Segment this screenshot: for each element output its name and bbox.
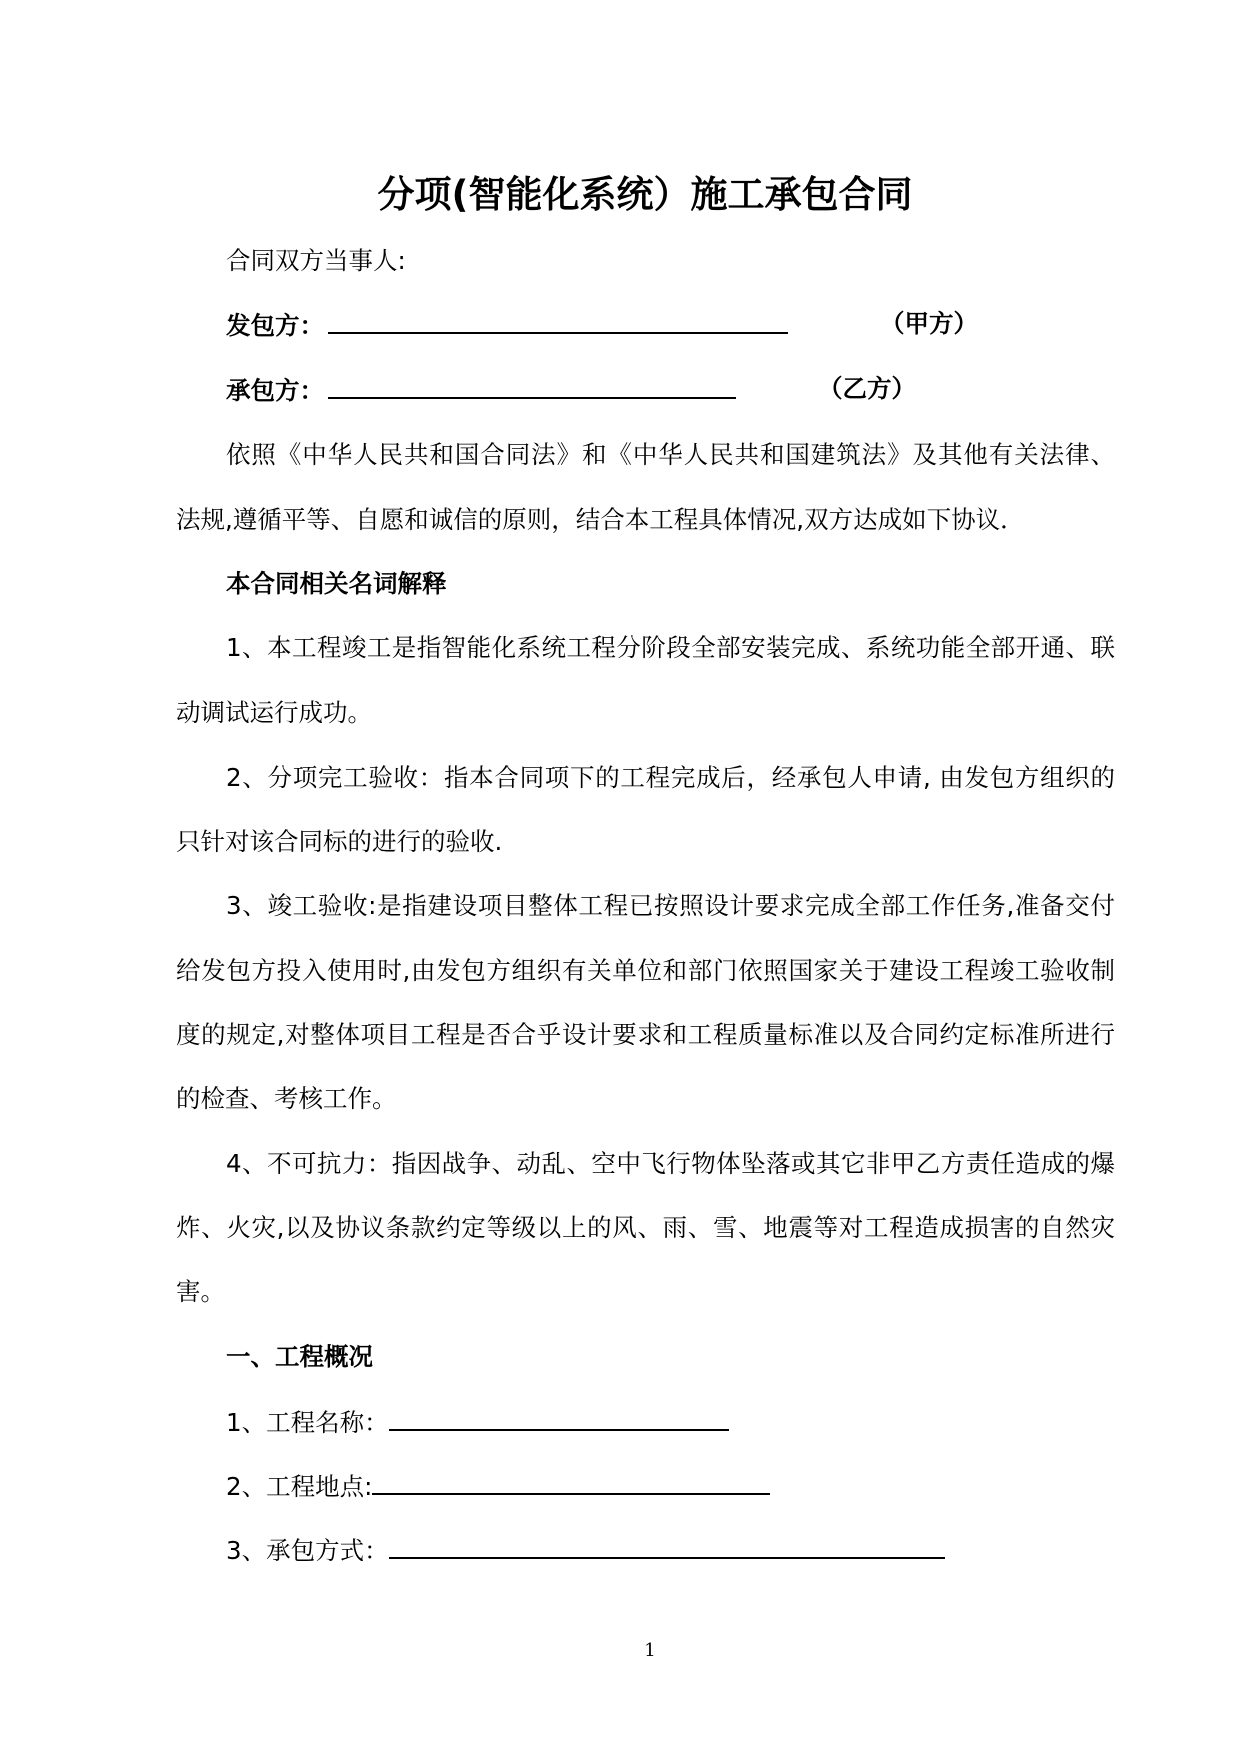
document-title: 分项(智能化系统）施工承包合同 — [377, 173, 913, 216]
contractor-label: 承包方： — [226, 376, 324, 405]
project-location-label: 2、工程地点: — [226, 1472, 373, 1501]
definition-line: 害。 — [176, 1277, 225, 1306]
definition-line: 3、竣工验收:是指建设项目整体工程已按照设计要求完成全部工作任务,准备交付 — [226, 891, 1115, 920]
project-name-blank — [389, 1405, 729, 1431]
employer-label: 发包方： — [226, 311, 324, 340]
definition-line: 动调试运行成功。 — [176, 698, 372, 727]
employer-row — [226, 308, 788, 342]
employer-tag: （甲方） — [880, 309, 978, 338]
definition-line: 炸、火灾,以及协议条款约定等级以上的风、雨、雪、地震等对工程造成损害的自然灾 — [176, 1213, 1115, 1242]
contract-mode-label: 3、承包方式： — [226, 1536, 389, 1565]
definition-line: 的检查、考核工作。 — [176, 1084, 397, 1113]
definition-line: 只针对该合同标的进行的验收. — [176, 827, 503, 856]
preamble-line: 法规,遵循平等、自愿和诚信的原则，结合本工程具体情况,双方达成如下协议． — [176, 505, 1025, 534]
section1-heading: 一、工程概况 — [226, 1342, 373, 1371]
definition-line: 1、本工程竣工是指智能化系统工程分阶段全部安装完成、系统功能全部开通、联 — [226, 633, 1115, 662]
contractor-blank — [328, 373, 736, 399]
definition-line: 2、分项完工验收：指本合同项下的工程完成后，经承包人申请, 由发包方组织的 — [226, 763, 1115, 792]
contractor-row — [226, 373, 736, 407]
contractor-tag: （乙方） — [818, 374, 916, 403]
definitions-heading: 本合同相关名词解释 — [226, 569, 447, 598]
employer-blank — [328, 308, 788, 334]
preamble-line: 依照《中华人民共和国合同法》和《中华人民共和国建筑法》及其他有关法律、 — [226, 440, 1115, 469]
project-location-row — [226, 1469, 770, 1503]
parties-intro: 合同双方当事人: — [226, 246, 406, 275]
project-name-label: 1、工程名称： — [226, 1408, 389, 1437]
definition-line: 给发包方投入使用时,由发包方组织有关单位和部门依照国家关于建设工程竣工验收制 — [176, 956, 1115, 985]
project-location-blank — [372, 1469, 770, 1495]
definition-line: 4、不可抗力：指因战争、动乱、空中飞行物体坠落或其它非甲乙方责任造成的爆 — [226, 1149, 1115, 1178]
project-name-row — [226, 1405, 729, 1439]
contract-mode-blank — [389, 1533, 945, 1559]
definition-line: 度的规定,对整体项目工程是否合乎设计要求和工程质量标准以及合同约定标准所进行 — [176, 1020, 1115, 1049]
page-number: 1 — [644, 1640, 656, 1661]
contract-mode-row — [226, 1533, 945, 1567]
